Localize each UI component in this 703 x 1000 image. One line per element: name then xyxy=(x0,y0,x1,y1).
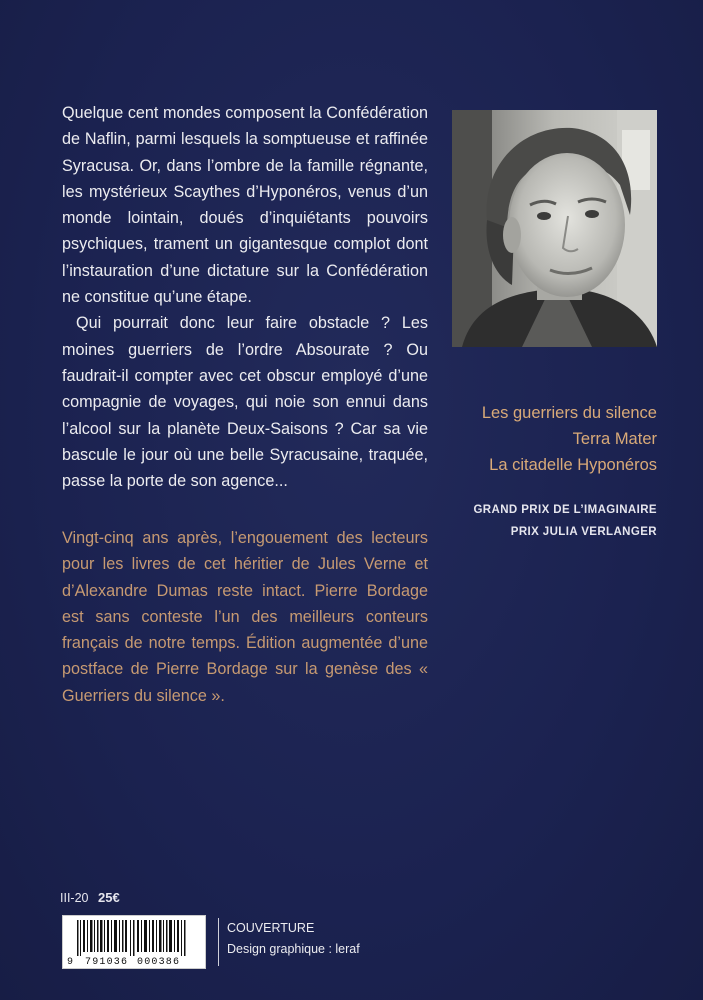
author-portrait-image xyxy=(452,110,657,347)
award-1: GRAND PRIX DE L’IMAGINAIRE xyxy=(473,504,657,516)
barcode-digit-lead: 9 xyxy=(67,957,74,968)
barcode-digits-left: 791036 xyxy=(85,957,129,968)
price: 25€ xyxy=(97,890,120,905)
cover-credit xyxy=(218,918,360,966)
author-praise: Vingt-cinq ans après, l’engouement des lecteurs pour les livres de cet héritier de Jules Verne et d’Alexandre Dumas reste intact. Pierre Bordage est sans conteste l’un des meilleurs conteurs français de notre temps. Édition augmentée d’une postface de Pierre Bordage sur la genèse des « Guerriers du silence ». xyxy=(62,529,428,705)
synopsis-paragraph-2: Qui pourrait donc leur faire obstacle ? Les moines guerriers de l’ordre Absourate ? Ou faudrait-il compter avec cet obscur employé d’une compagnie de voyages, qui noie son ennui dans l’alcool sur la planète Deux-Saisons ? Car sa vie bascule le jour où une belle Syracusaine, traquée, passe la porte de son agence... xyxy=(62,314,428,491)
cover-credit-designer: Design graphique : leraf xyxy=(227,942,360,956)
series-title-3: La citadelle Hyponéros xyxy=(489,456,657,474)
cover-credit-label: COUVERTURE xyxy=(227,921,315,935)
price-code: III-20 xyxy=(60,891,89,905)
barcode-digits-right: 000386 xyxy=(137,957,181,968)
price-line xyxy=(60,890,120,905)
barcode-image xyxy=(63,916,205,968)
barcode xyxy=(62,915,206,969)
author-photo xyxy=(452,110,657,347)
synopsis-paragraph-1: Quelque cent mondes composent la Confédération de Naflin, parmi lesquels la somptueuse et raffinée Syracusa. Or, dans l’ombre de la famille régnante, les mystérieux Scaythes d’Hyponéros, venus d’un monde lointain, doués d’inquiétants pouvoirs psychiques, trament un gigantesque complot dont l’instauration d’une dictature sur la Confédération ne constitue qu’une étape. xyxy=(62,104,428,307)
awards xyxy=(440,500,657,543)
series-title-2: Terra Mater xyxy=(572,430,657,448)
series-titles xyxy=(440,400,657,478)
series-title-1: Les guerriers du silence xyxy=(481,404,657,422)
award-2: PRIX JULIA VERLANGER xyxy=(510,525,657,538)
synopsis xyxy=(62,100,428,494)
